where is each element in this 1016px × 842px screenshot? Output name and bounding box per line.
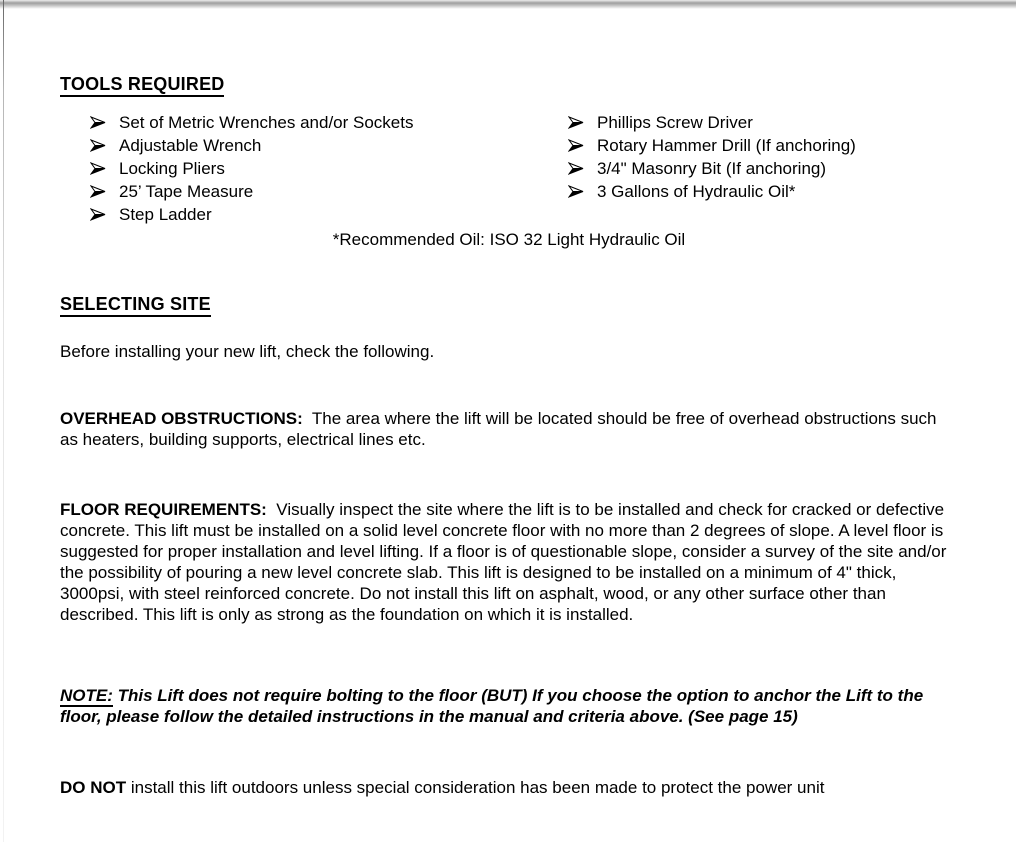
tools-list-left — [90, 111, 538, 226]
tools-list-columns — [60, 111, 958, 226]
list-item — [90, 134, 538, 157]
tools-list-right — [568, 111, 958, 226]
floor-requirements-label: FLOOR REQUIREMENTS: — [60, 500, 267, 519]
list-item — [568, 157, 958, 180]
list-item-label: Locking Pliers — [119, 159, 225, 178]
list-item — [90, 111, 538, 134]
list-item-label: Set of Metric Wrenches and/or Sockets — [119, 113, 414, 132]
right-arrowhead-icon — [568, 162, 584, 175]
note-label: NOTE: — [60, 686, 113, 705]
do-not-text: install this lift outdoors unless special consideration has been made to protect the power unit — [126, 778, 825, 797]
note-paragraph — [60, 685, 958, 727]
list-item — [568, 111, 958, 134]
right-arrowhead-icon — [90, 116, 106, 129]
right-arrowhead-icon — [568, 185, 584, 198]
list-item — [568, 134, 958, 157]
right-arrowhead-icon — [568, 116, 584, 129]
list-item — [90, 203, 538, 226]
tools-required-heading-text: TOOLS REQUIRED — [60, 74, 224, 97]
right-arrowhead-icon — [90, 139, 106, 152]
selecting-site-heading — [60, 294, 958, 317]
selecting-site-intro: Before installing your new lift, check the following. — [60, 342, 435, 361]
overhead-obstructions-text: The area where the lift will be located should be free of overhead obstructions such as heaters, building supports, electrical lines etc. — [60, 409, 942, 449]
do-not-outdoors-paragraph — [60, 777, 958, 798]
list-item — [568, 180, 958, 203]
recommended-oil-footnote: *Recommended Oil: ISO 32 Light Hydraulic Oil — [332, 230, 686, 249]
list-item-label: 3/4" Masonry Bit (If anchoring) — [597, 159, 827, 178]
do-not-label: DO NOT — [60, 778, 127, 797]
list-item — [90, 180, 538, 203]
overhead-obstructions-paragraph — [60, 408, 958, 450]
right-arrowhead-icon — [568, 139, 584, 152]
list-item-label: 25’ Tape Measure — [119, 182, 254, 201]
list-item-label: Rotary Hammer Drill (If anchoring) — [597, 136, 856, 155]
floor-requirements-paragraph — [60, 499, 958, 625]
list-item-label: Step Ladder — [119, 205, 212, 224]
right-arrowhead-icon — [90, 208, 106, 221]
tools-required-heading — [60, 74, 958, 97]
list-item — [90, 157, 538, 180]
selecting-site-heading-text: SELECTING SITE — [60, 294, 211, 317]
right-arrowhead-icon — [90, 162, 106, 175]
right-arrowhead-icon — [90, 185, 106, 198]
list-item-label: Phillips Screw Driver — [597, 113, 753, 132]
list-item-label: 3 Gallons of Hydraulic Oil* — [597, 182, 796, 201]
list-item-label: Adjustable Wrench — [119, 136, 262, 155]
floor-requirements-text: Visually inspect the site where the lift is to be installed and check for cracked or defective concrete. This lift must be installed on a solid level concrete floor with no more than 2 degrees of slope. A level floor is suggested for proper installation and level lifting. If a floor is of questionable slope, consider a survey of the site and/or the possibility of pouring a new level concrete slab. This lift is designed to be installed on a minimum of 4" thick, 3000psi, with steel reinforced concrete. Do not install this lift on asphalt, wood, or any other surface other than described. This lift is only as strong as the foundation on which it is installed. — [60, 500, 952, 624]
note-text: This Lift does not require bolting to the floor (BUT) If you choose the option to anchor the Lift to the floor, please follow the detailed instructions in the manual and criteria above. (See page 15) — [60, 686, 928, 726]
overhead-obstructions-label: OVERHEAD OBSTRUCTIONS: — [60, 409, 303, 428]
